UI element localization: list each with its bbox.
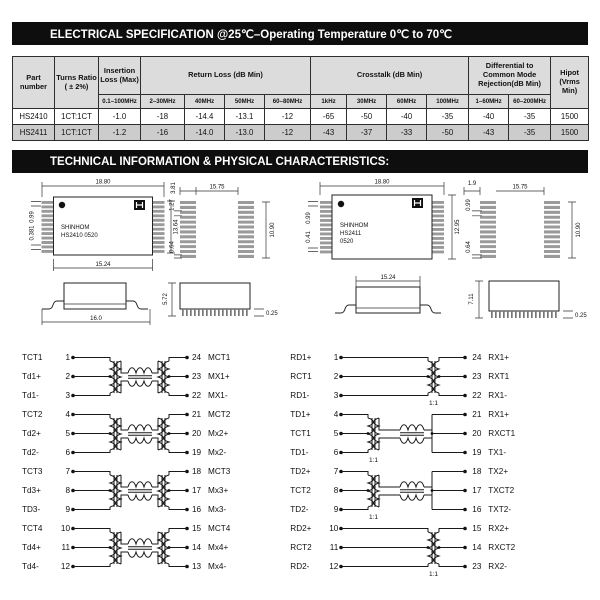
dim-label: 0.25	[575, 313, 587, 319]
pin-row	[190, 405, 230, 424]
pin-number: 2	[333, 372, 339, 381]
pin-row	[290, 538, 338, 557]
pin-row	[290, 500, 338, 519]
pin-label: RD2-	[290, 562, 310, 571]
package-drawing-hs2411	[302, 177, 464, 277]
cell: -40	[469, 109, 509, 125]
pin-label: TX1-	[488, 448, 507, 457]
pin-row	[290, 405, 338, 424]
pin-label: RX2-	[488, 562, 507, 571]
technical-info-header-bar	[12, 150, 588, 173]
pin-number: 20	[472, 429, 482, 438]
mechanical-drawings	[12, 175, 588, 345]
cell: -65	[311, 109, 347, 125]
pin-row	[470, 367, 515, 386]
schematic-section	[12, 348, 588, 576]
pin-number: 7	[333, 467, 339, 476]
hs2411-right-pins	[470, 348, 515, 576]
pin-number: 1	[65, 353, 70, 362]
col-hipot: Hipot (Vrms Min)	[551, 57, 589, 109]
body-text: SHINHOM	[340, 223, 369, 229]
pin-number: 17	[472, 486, 482, 495]
pin-row	[190, 443, 230, 462]
pin-label: Td1+	[22, 372, 41, 381]
col-turns-ratio: Turns Ratio ( ± 2%)	[55, 57, 99, 109]
cell: -12	[265, 125, 311, 141]
side-view-hs2411	[332, 271, 444, 343]
pin-label: TCT1	[22, 353, 43, 362]
pin-number: 14	[472, 543, 482, 552]
body-text: 0520	[340, 239, 354, 245]
table-row-hs2410	[13, 109, 589, 125]
pin-label: Mx2+	[208, 429, 229, 438]
pin-number: 6	[65, 448, 70, 457]
cell: 1500	[551, 125, 589, 141]
dim-label: 3.81	[171, 182, 177, 194]
pin-label: TCT3	[22, 467, 43, 476]
pin-number: 12	[329, 562, 339, 571]
pin-number: 3	[333, 391, 339, 400]
side-view-hs2410	[40, 279, 152, 343]
dim-label: 0.25	[266, 311, 278, 317]
pin-label: Mx2-	[208, 448, 227, 457]
dim-label: 18.80	[374, 179, 390, 186]
pin-number: 24	[192, 353, 202, 362]
dim-label: 0.99	[466, 199, 472, 211]
pin-label: RX1-	[488, 391, 507, 400]
pin-label: TD1-	[290, 448, 309, 457]
cell: HS2411	[13, 125, 55, 141]
subcol: 0.1–100MHz	[99, 95, 141, 109]
pin-label: RCT2	[290, 543, 312, 552]
hs2410-left-pins	[22, 348, 70, 576]
pin-row	[22, 424, 70, 443]
pin-number: 11	[61, 543, 70, 552]
pin-number: 4	[333, 410, 339, 419]
pin-label: TCT4	[22, 524, 43, 533]
pin-label: TD2+	[290, 467, 311, 476]
technical-info-title: TECHNICAL INFORMATION & PHYSICAL CHARACTERISTICS:	[50, 155, 390, 168]
pin-number: 15	[472, 524, 482, 533]
pin-label: Td4-	[22, 562, 39, 571]
pin-row	[290, 348, 338, 367]
pin-number: 22	[192, 391, 202, 400]
pin-row	[470, 538, 515, 557]
pin-number: 5	[65, 429, 70, 438]
pin-number: 3	[65, 391, 70, 400]
pin-row	[470, 348, 515, 367]
cell: -1.2	[99, 125, 141, 141]
pin-row	[470, 557, 515, 576]
dim-label: 15.24	[95, 262, 111, 268]
pin-label: RX2+	[488, 524, 510, 533]
front-view-hs2410	[164, 279, 276, 343]
pin-number: 21	[472, 410, 482, 419]
pin-number: 14	[192, 543, 202, 552]
body-text: HS2411	[340, 231, 362, 237]
subcol: 2–30MHz	[141, 95, 185, 109]
pin-number: 10	[60, 524, 70, 533]
pin-row	[470, 481, 515, 500]
pin-row	[290, 557, 338, 576]
electrical-spec-title: ELECTRICAL SPECIFICATION @25℃–Operating Temperature 0℃ to 70℃	[50, 28, 453, 41]
pin-label: RX1+	[488, 410, 510, 419]
pin-number: 9	[65, 505, 70, 514]
pin-number: 17	[192, 486, 202, 495]
cell: -35	[509, 109, 551, 125]
pin-row	[190, 462, 230, 481]
pin-number: 18	[472, 467, 482, 476]
pin-label: MX1-	[208, 391, 228, 400]
footprint-drawing-hs2411	[460, 177, 592, 277]
pin-number: 18	[192, 467, 202, 476]
pin-number: 4	[65, 410, 70, 419]
pin-number: 2	[65, 372, 70, 381]
pin-row	[190, 367, 230, 386]
subcol: 60–200MHz	[509, 95, 551, 109]
pin-number: 9	[333, 505, 339, 514]
pin-row	[22, 386, 70, 405]
pin-label: Td2+	[22, 429, 41, 438]
cell: -43	[311, 125, 347, 141]
cell: 1500	[551, 109, 589, 125]
subcol: 40MHz	[185, 95, 225, 109]
pin-label: MCT4	[208, 524, 231, 533]
pin-label: MCT3	[208, 467, 231, 476]
schematic-hs2411	[290, 348, 515, 576]
pin-row	[470, 424, 515, 443]
pin-label: MCT1	[208, 353, 231, 362]
pin-number: 11	[329, 543, 339, 552]
package-front-body	[489, 281, 559, 311]
dim-label: 0.64	[466, 241, 472, 253]
pin1-dot	[338, 201, 344, 207]
pin-label: RXCT2	[488, 543, 516, 552]
pin-row	[22, 557, 70, 576]
cell: -16	[141, 125, 185, 141]
pin-label: TD3-	[22, 505, 41, 514]
pin-row	[22, 348, 70, 367]
pin-label: TCT2	[22, 410, 43, 419]
pin-row	[470, 500, 515, 519]
cell: -13.1	[225, 109, 265, 125]
cell: -1.0	[99, 109, 141, 125]
electrical-spec-header-bar	[12, 22, 588, 45]
pin-label: TX2+	[488, 467, 509, 476]
subcol: 1kHz	[311, 95, 347, 109]
package-side-body	[356, 287, 420, 313]
package-drawing-hs2410	[28, 177, 178, 277]
pin-row	[290, 481, 338, 500]
pin-row	[22, 462, 70, 481]
pin-label: TD2-	[290, 505, 309, 514]
pin-row	[290, 462, 338, 481]
pin-label: RX1+	[488, 353, 510, 362]
pin-label: TD1+	[290, 410, 311, 419]
pin-label: RD1+	[290, 353, 312, 362]
subcol: 60MHz	[387, 95, 427, 109]
pin1-dot	[59, 202, 65, 208]
pin-number: 8	[65, 486, 70, 495]
pin-row	[22, 519, 70, 538]
cell: -50	[347, 109, 387, 125]
pin-row	[190, 557, 230, 576]
dim-label: 0.99	[306, 212, 312, 224]
cell: HS2410	[13, 109, 55, 125]
subcol: 100MHz	[427, 95, 469, 109]
pin-label: Mx4+	[208, 543, 229, 552]
cell: -33	[387, 125, 427, 141]
body-text: SHINHOM	[61, 225, 90, 231]
pin-row	[190, 538, 230, 557]
cell: -35	[509, 125, 551, 141]
hs2411-left-pins	[290, 348, 338, 576]
cell: -40	[387, 109, 427, 125]
pin-number: 1	[333, 353, 339, 362]
pin-number: 5	[333, 429, 339, 438]
pin-number: 12	[60, 562, 70, 571]
pin-row	[22, 481, 70, 500]
subcol: 30MHz	[347, 95, 387, 109]
dim-label: 0.64	[169, 241, 176, 253]
hs2410-schematic-art	[70, 348, 190, 576]
pin-label: Mx3+	[208, 486, 229, 495]
pin-label: Mx3-	[208, 505, 227, 514]
pin-row	[190, 500, 230, 519]
pin-label: MX1+	[208, 372, 230, 381]
pin-label: Td3+	[22, 486, 41, 495]
dim-label: 15.75	[209, 184, 225, 191]
pin-row	[470, 386, 515, 405]
pin-row	[190, 519, 230, 538]
pin-number: 13	[192, 562, 202, 571]
dim-label: 0.99	[29, 211, 36, 223]
subcol: 60–80MHz	[265, 95, 311, 109]
dim-label: 1.9	[467, 181, 477, 187]
dim-label: 12.95	[455, 219, 461, 235]
pin-row	[190, 386, 230, 405]
col-insertion-loss: Insertion Loss (Max)	[99, 57, 141, 95]
cell: -12	[265, 109, 311, 125]
pin-label: Td4+	[22, 543, 41, 552]
cell: -35	[427, 109, 469, 125]
body-text: HS2410 0520	[61, 233, 98, 239]
dim-label: 15.24	[380, 275, 396, 281]
dim-label: 15.75	[512, 184, 528, 191]
cell: -50	[427, 125, 469, 141]
pin-row	[290, 424, 338, 443]
pin-row	[290, 443, 338, 462]
dim-label: 10.90	[270, 222, 276, 238]
pin-row	[190, 481, 230, 500]
pin-row	[22, 405, 70, 424]
pin-number: 7	[65, 467, 70, 476]
pin-label: TCT2	[290, 486, 311, 495]
cell: -18	[141, 109, 185, 125]
pin-label: Mx4-	[208, 562, 227, 571]
pin-number: 19	[472, 448, 482, 457]
pin-row	[470, 405, 515, 424]
pin-number: 8	[333, 486, 339, 495]
pin-label: RCT1	[290, 372, 312, 381]
pin-row	[290, 519, 338, 538]
col-crosstalk: Crosstalk (dB Min)	[311, 57, 469, 95]
pin-row	[290, 367, 338, 386]
hs2410-right-pins	[190, 348, 230, 576]
hs2411-schematic-art: 1:1	[338, 348, 470, 576]
schematic-hs2410	[22, 348, 230, 576]
pin-label: RD2+	[290, 524, 312, 533]
pin-number: 10	[329, 524, 339, 533]
dim-label: 10.90	[576, 222, 582, 238]
pin-number: 16	[192, 505, 202, 514]
cell: 1CT:1CT	[55, 109, 99, 125]
col-part-number: Part number	[13, 57, 55, 109]
pin-number: 15	[192, 524, 202, 533]
subcol: 50MHz	[225, 95, 265, 109]
dim-label: 18.80	[95, 179, 111, 186]
pin-number: 21	[192, 410, 202, 419]
pin-row	[22, 500, 70, 519]
cell: -43	[469, 125, 509, 141]
col-dcmr: Differential to Common Mode Rejection(dB Min)	[469, 57, 551, 95]
cell: -13.0	[225, 125, 265, 141]
pin-label: Td1-	[22, 391, 39, 400]
pin-number: 24	[472, 353, 482, 362]
pin-number: 19	[192, 448, 202, 457]
pin-label: RXCT1	[488, 429, 516, 438]
pin-label: TXT2-	[488, 505, 512, 514]
pin-number: 23	[192, 372, 202, 381]
pin-number: 16	[472, 505, 482, 514]
footprint-drawing-hs2410	[170, 177, 298, 277]
pin-number: 23	[472, 372, 482, 381]
pin-row	[190, 424, 230, 443]
spec-table	[12, 56, 589, 141]
cell: 1CT:1CT	[55, 125, 99, 141]
pin-row	[470, 462, 515, 481]
cell: -37	[347, 125, 387, 141]
pin-label: Td2-	[22, 448, 39, 457]
pin-row	[22, 367, 70, 386]
cell: -14.4	[185, 109, 225, 125]
front-view-hs2411	[467, 275, 585, 341]
pin-row	[470, 519, 515, 538]
pin-label: MCT2	[208, 410, 231, 419]
dim-label: 5.72	[163, 293, 169, 305]
pin-row	[190, 348, 230, 367]
subcol: 1–60MHz	[469, 95, 509, 109]
pin-row	[22, 443, 70, 462]
package-side-body	[64, 283, 126, 309]
package-front-body	[180, 283, 250, 309]
cell: -14.0	[185, 125, 225, 141]
dim-label: 1.27	[169, 199, 176, 211]
col-return-loss: Return Loss (dB Min)	[141, 57, 311, 95]
pin-label: RXT1	[488, 372, 510, 381]
dim-label: 0.41	[306, 231, 312, 243]
dim-label: 7.11	[469, 293, 475, 305]
pin-row	[470, 443, 515, 462]
pin-row	[22, 538, 70, 557]
pin-row	[290, 386, 338, 405]
pin-number: 22	[472, 391, 482, 400]
pin-number: 20	[192, 429, 202, 438]
dim-label: 16.0	[90, 316, 102, 322]
pin-number: 6	[333, 448, 339, 457]
pin-label: TCT1	[290, 429, 311, 438]
pin-label: TXCT2	[488, 486, 515, 495]
dim-label: 13.64	[173, 219, 180, 235]
dim-label: 0.381	[29, 225, 36, 241]
pin-label: RD1-	[290, 391, 310, 400]
table-row-hs2411	[13, 125, 589, 141]
pin-number: 23	[472, 562, 482, 571]
